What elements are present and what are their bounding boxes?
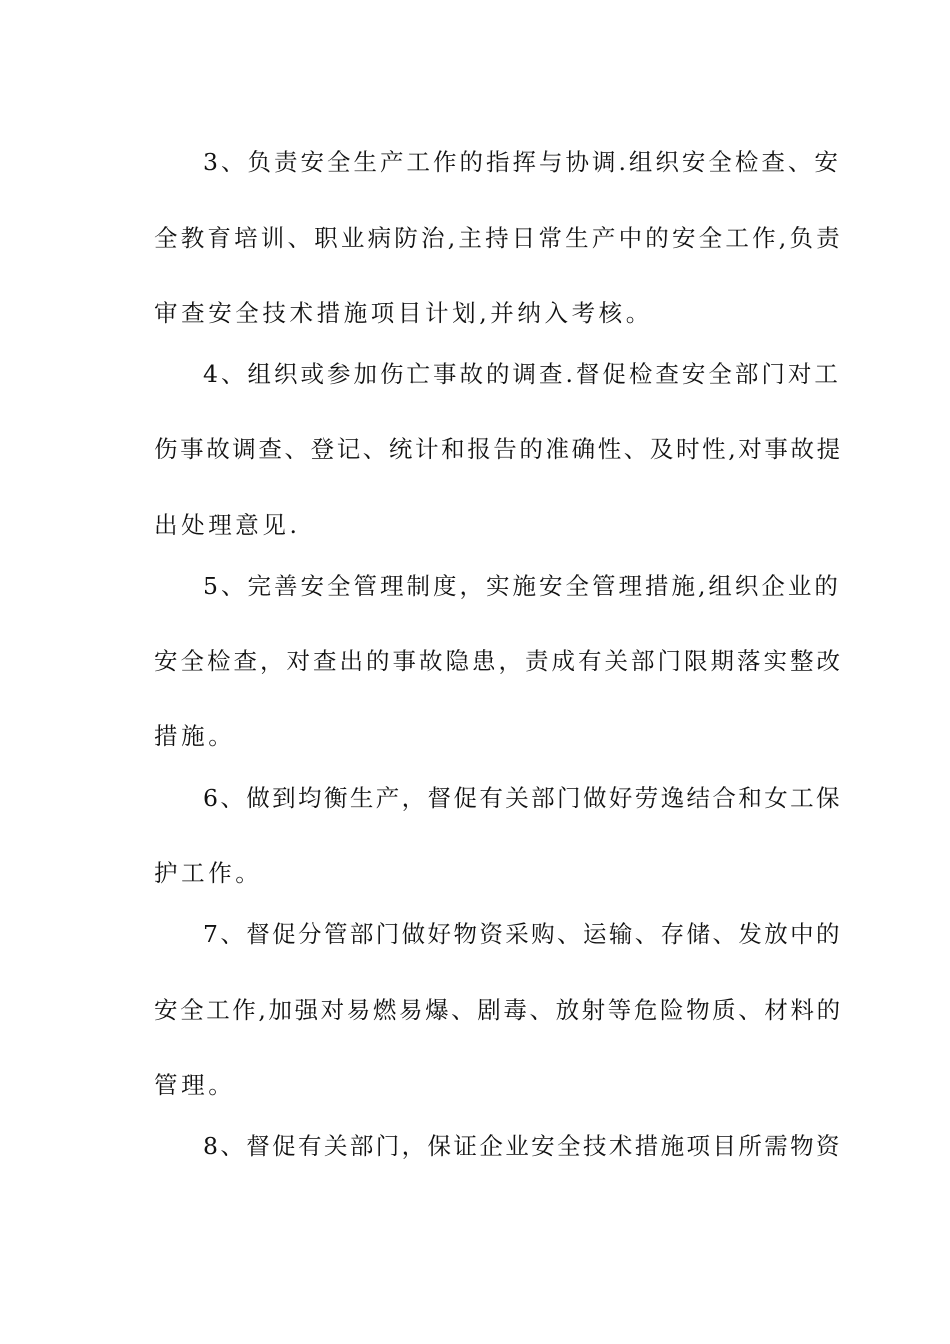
paragraph-4-line-3: 出处理意见. — [154, 511, 301, 539]
paragraph-7-line-3: 管理。 — [154, 1071, 236, 1099]
paragraph-6-line-2: 护工作。 — [154, 859, 263, 887]
paragraph-7-line-1: 7、督促分管部门做好物资采购、运输、存储、发放中的 — [203, 920, 842, 948]
paragraph-3-line-2: 全教育培训、职业病防治,主持日常生产中的安全工作,负责 — [154, 224, 843, 252]
paragraph-5-line-3: 措施。 — [154, 722, 236, 750]
paragraph-3-line-1: 3、负责安全生产工作的指挥与协调.组织安全检查、安 — [203, 148, 841, 176]
paragraph-7-line-2: 安全工作,加强对易燃易爆、剧毒、放射等危险物质、材料的 — [154, 996, 843, 1024]
paragraph-8-line-1: 8、督促有关部门，保证企业安全技术措施项目所需物资 — [203, 1132, 842, 1160]
paragraph-6-line-1: 6、做到均衡生产，督促有关部门做好劳逸结合和女工保 — [203, 784, 842, 812]
paragraph-5-line-2: 安全检查，对查出的事故隐患，责成有关部门限期落实整改 — [154, 647, 843, 675]
paragraph-4-line-2: 伤事故调查、登记、统计和报告的准确性、及时性,对事故提 — [154, 435, 843, 463]
paragraph-3-line-3: 审查安全技术措施项目计划,并纳入考核。 — [154, 299, 653, 327]
paragraph-5-line-1: 5、完善安全管理制度，实施安全管理措施,组织企业的 — [203, 572, 841, 600]
paragraph-4-line-1: 4、组织或参加伤亡事故的调查.督促检查安全部门对工 — [203, 360, 841, 388]
